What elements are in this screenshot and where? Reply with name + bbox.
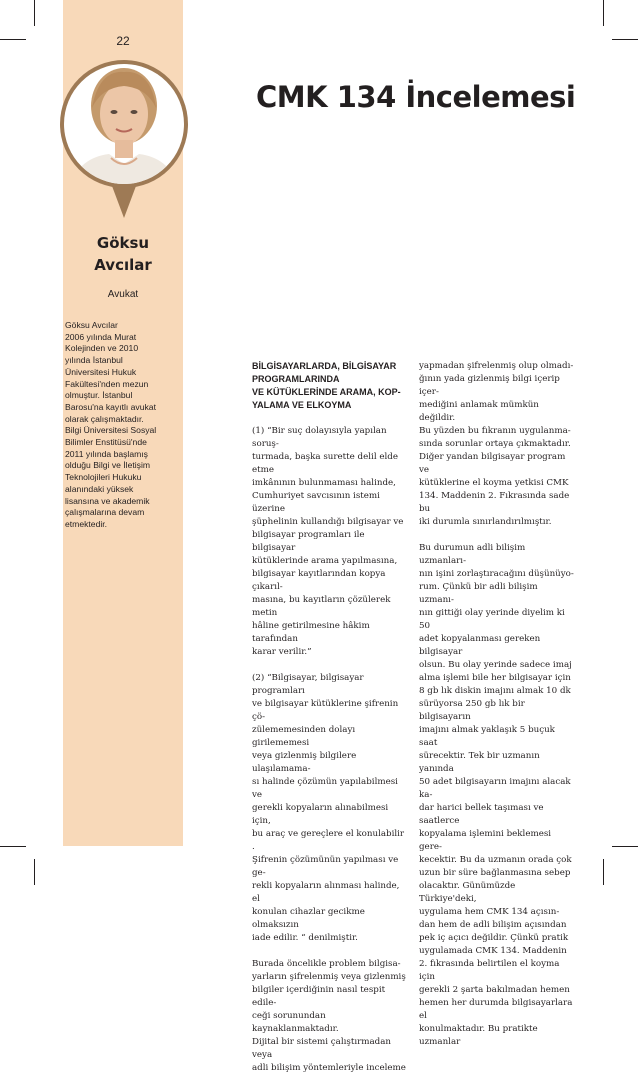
text-line: Diğer yandan bilgisayar program ve	[419, 452, 566, 475]
bio-line: Kolejinden ve 2010	[65, 343, 139, 354]
text-line: kütüklerinde arama yapılmasına,	[252, 556, 398, 566]
text-line: (2) “Bilgisayar, bilgisayar programları	[252, 673, 364, 696]
paragraph	[252, 425, 408, 659]
text-line: sında sorunlar ortaya çıkmaktadır.	[419, 439, 571, 449]
article-column-right	[419, 360, 575, 1062]
text-line: hemen her durumda bilgisayarlara el	[419, 998, 573, 1021]
bio-line: yılında İstanbul	[65, 355, 123, 366]
text-line: uygulama hem CMK 134 açısın-	[419, 907, 560, 917]
text-line: Bu durumun adli bilişim uzmanları-	[419, 543, 526, 566]
text-line: 134. Maddenin 2. Fıkrasında sade bu	[419, 491, 570, 514]
heading-line: YALAMA VE ELKOYMA	[252, 400, 352, 410]
text-line: mediğini anlamak mümkün değildir.	[419, 400, 539, 423]
text-line: 2. fıkrasında belirtilen el koyma için	[419, 959, 560, 982]
section-heading	[252, 360, 408, 412]
text-line: kütüklerine el koyma yetkisi CMK	[419, 478, 569, 488]
text-line: 8 gb lık diskin imajını almak 10 dk	[419, 686, 571, 696]
text-line: turmada, başka surette delil elde etme	[252, 452, 398, 475]
author-first-name: Göksu	[96, 234, 150, 252]
text-line: sürüyorsa 250 gb lık bir bilgisayarın	[419, 699, 525, 722]
bio-line: Barosu'na kayıtlı avukat	[65, 401, 156, 412]
text-line: nın işini zorlaştıracağını düşünüyo-	[419, 569, 574, 579]
article-title: CMK 134 İncelemesi	[256, 80, 576, 114]
crop-mark	[0, 846, 26, 847]
text-line: bu araç ve gereçlere el konulabilir .	[252, 829, 405, 852]
text-line: bilgisayar programları ile bilgisayar	[252, 530, 365, 553]
text-line: Cumhuriyet savcısının istemi üzerine	[252, 491, 380, 514]
author-photo	[59, 60, 189, 218]
text-line: kecektir. Bu da uzmanın orada çok	[419, 855, 572, 865]
paragraph	[419, 542, 575, 1049]
bio-line: etmektedir.	[65, 518, 108, 529]
text-line: uygulamada CMK 134. Maddenin	[419, 946, 567, 956]
text-line: alma işlemi bile her bilgisayar için	[419, 673, 571, 683]
bio-line: olduğu Bilgi ve İletişim	[65, 460, 151, 471]
text-line: adli bilişim yöntemleriyle inceleme	[252, 1063, 406, 1073]
text-line: konulmaktadır. Bu pratikte uzmanlar	[419, 1024, 538, 1047]
crop-mark	[34, 0, 35, 26]
text-line: Şifrenin çözümünün yapılması ve ge-	[252, 855, 399, 878]
bio-line: Teknolojileri Hukuku	[65, 472, 142, 483]
author-last-name: Avcılar	[94, 256, 152, 274]
author-role: Avukat	[107, 289, 139, 300]
text-line: imajını almak yaklaşık 5 buçuk saat	[419, 725, 555, 748]
text-line: gerekli 2 şarta bakılmadan hemen	[419, 985, 570, 995]
paragraph	[419, 360, 575, 529]
text-line: yapmadan şifrelenmiş olup olmadı-	[419, 361, 574, 371]
bio-line: 2011 yılında başlamış	[65, 448, 148, 459]
text-line: hâline getirilmesine hâkim tarafından	[252, 621, 370, 644]
text-line: konulan cihazlar gecikme olmaksızın	[252, 907, 365, 930]
bio-line: olarak çalışmaktadır.	[65, 413, 144, 424]
bio-line: çalışmalarına devam	[65, 507, 145, 518]
text-line: bilgiler içerdiğinin nasıl tespit edile-	[252, 985, 386, 1008]
text-line: zülememesinden dolayı girilememesi	[252, 725, 356, 748]
text-line: adet kopyalanması gereken bilgisayar	[419, 634, 541, 657]
text-line: iade edilir. “ denilmiştir.	[252, 933, 358, 943]
crop-mark	[612, 39, 638, 40]
bio-line: lisansına ve akademik	[65, 495, 150, 506]
article-column-left	[252, 360, 408, 1088]
text-line: kopyalama işlemini beklemesi gere-	[419, 829, 552, 852]
text-line: rum. Çünkü bir adli bilişim uzmanı-	[419, 582, 538, 605]
text-line: ğının yada gizlenmiş bilgi içerip içer-	[419, 374, 560, 397]
bio-line: Üniversitesi Hukuk	[65, 366, 137, 377]
paragraph	[252, 672, 408, 945]
text-line: şüphelinin kullandığı bilgisayar ve	[252, 517, 404, 527]
crop-mark	[34, 859, 35, 885]
text-line: Burada öncelikle problem bilgisa-	[252, 959, 401, 969]
text-line: olacaktır. Günümüzde Türkiye'deki,	[419, 881, 516, 904]
text-line: iki durumla sınırlandırılmıştır.	[419, 517, 552, 527]
bio-line: 2006 yılında Murat	[65, 331, 137, 342]
text-line: ve bilgisayar kütüklerine şifrenin çö-	[252, 699, 399, 722]
text-line: gerekli kopyaların alınabilmesi için,	[252, 803, 389, 826]
text-line: imkânının bulunmaması halinde,	[252, 478, 396, 488]
crop-mark	[612, 846, 638, 847]
text-line: 50 adet bilgisayarın imajını alacak ka-	[419, 777, 571, 800]
bio-line: alanındaki yüksek	[65, 483, 134, 494]
bio-line: Bilgi Üniversitesi Sosyal	[65, 425, 157, 436]
text-line: masına, bu kayıtların çözülerek metin	[252, 595, 391, 618]
text-line: ceği sorunundan kaynaklanmaktadır.	[252, 1011, 339, 1034]
text-line: sı halinde çözümün yapılabilmesi ve	[252, 777, 398, 800]
text-line: veya gizlenmiş bilgilere ulaşılamama-	[252, 751, 357, 774]
text-line: uzun bir süre bağlanmasına sebep	[419, 868, 571, 878]
bio-line: Göksu Avcılar	[65, 320, 118, 330]
text-line: olsun. Bu olay yerinde sadece imaj	[419, 660, 572, 670]
text-line: karar verilir.”	[252, 647, 312, 657]
text-line: yarların şifrelenmiş veya gizlenmiş	[252, 972, 406, 982]
author-name	[63, 232, 183, 276]
text-line: pek iç açıcı değildir. Çünkü pratik	[419, 933, 569, 943]
bio-line: Fakültesi'nden mezun	[65, 378, 149, 389]
crop-mark	[603, 0, 604, 26]
bio-line: Bilimler Enstitüsü'nde	[65, 437, 147, 448]
heading-line: BİLGİSAYARLARDA, BİLGİSAYAR	[252, 361, 397, 371]
text-line: rekli kopyaların alınması halinde, el	[252, 881, 400, 904]
text-line: dar harici bellek taşıması ve saatlerce	[419, 803, 544, 826]
heading-line: PROGRAMLARINDA	[252, 374, 340, 384]
text-line: Bu yüzden bu fıkranın uygulanma-	[419, 426, 571, 436]
bio-line: olmuştur. İstanbul	[65, 390, 133, 401]
text-line: nın gittiği olay yerinde diyelim ki 50	[419, 608, 565, 631]
crop-mark	[0, 39, 26, 40]
heading-line: VE KÜTÜKLERİNDE ARAMA, KOP-	[252, 387, 401, 397]
paragraph	[252, 958, 408, 1075]
text-line: dan hem de adli bilişim açısından	[419, 920, 567, 930]
text-line: sürecektir. Tek bir uzmanın yanında	[419, 751, 540, 774]
text-line: Dijital bir sistemi çalıştırmadan veya	[252, 1037, 392, 1060]
text-line: bilgisayar kayıtlarından kopya çıkarıl-	[252, 569, 386, 592]
crop-mark	[603, 859, 604, 885]
page-number: 22	[116, 34, 130, 48]
text-line: (1) “Bir suç dolayısıyla yapılan soruş-	[252, 426, 387, 449]
author-bio	[65, 320, 181, 531]
